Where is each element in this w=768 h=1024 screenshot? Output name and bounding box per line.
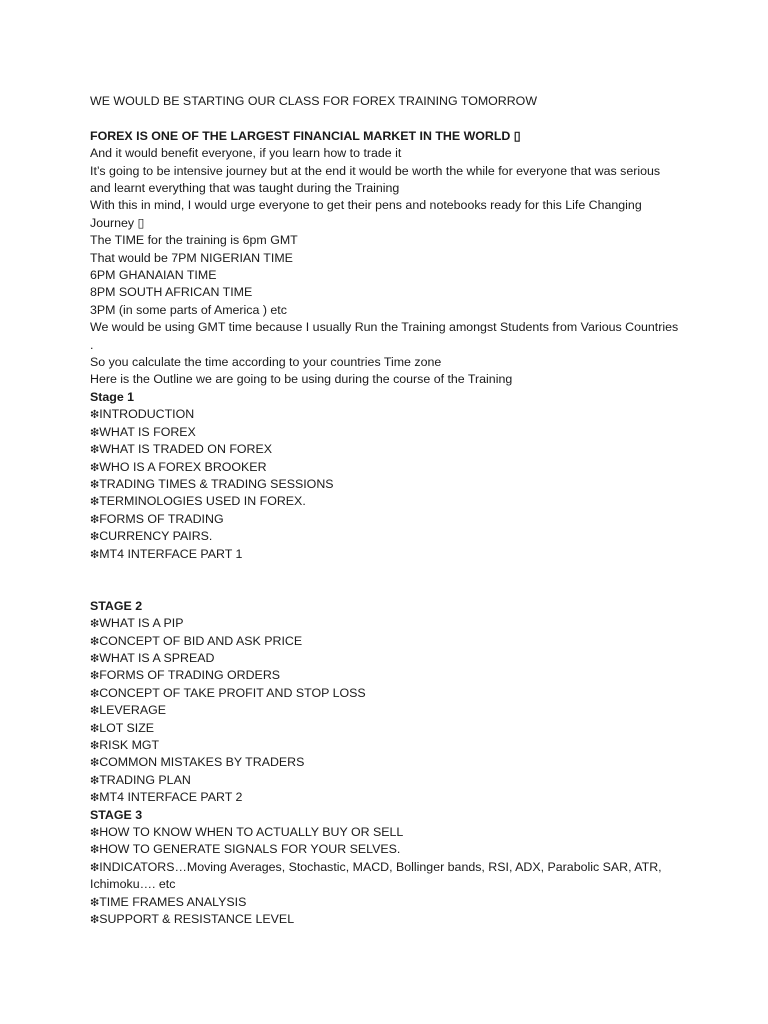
bullet-icon: ❇ [90,739,100,752]
bullet-icon: ❇ [90,477,100,491]
outline-item-text: COMMON MISTAKES BY TRADERS [99,755,305,770]
paragraph: That would be 7PM NIGERIAN TIME [90,250,293,265]
outline-item [90,667,680,684]
outline-item [90,859,680,894]
outline-item-text: INTRODUCTION [99,407,195,422]
outline-item-text: TIME FRAMES ANALYSIS [99,894,247,909]
bullet-icon: ❇ [90,530,100,544]
bullet-icon: ❇ [90,686,100,700]
stage-2-list [90,615,680,806]
paragraph: So you calculate the time according to your countries Time zone [90,355,442,370]
stage-1-title: Stage 1 [90,389,135,404]
bullet-icon: ❇ [90,721,100,735]
outline-item [90,546,680,563]
paragraph: Here is the Outline we are going to be using during the course of the Training [90,372,513,387]
bullet-icon: ❇ [90,756,100,770]
paragraph: 6PM GHANAIAN TIME [90,268,217,283]
outline-item-text: LOT SIZE [99,720,155,735]
bullet-icon: ❇ [90,617,100,631]
bullet-icon: ❇ [90,913,100,927]
outline-item [90,633,680,650]
stage-2-title: STAGE 2 [90,598,143,613]
outline-item-text: CONCEPT OF TAKE PROFIT AND STOP LOSS [99,685,366,700]
paragraph: 3PM (in some parts of America ) etc [90,302,287,317]
bullet-icon: ❇ [90,843,100,857]
spacer [90,110,680,127]
outline-item [90,493,680,510]
outline-item-text: LEVERAGE [99,703,167,718]
outline-item-text: TRADING TIMES & TRADING SESSIONS [99,476,334,491]
stage-1-list [90,406,680,563]
outline-item [90,737,680,754]
paragraph: 8PM SOUTH AFRICAN TIME [90,285,253,300]
outline-item-text: HOW TO KNOW WHEN TO ACTUALLY BUY OR SELL [99,825,404,840]
bullet-icon: ❇ [90,408,100,422]
outline-item-text: TRADING PLAN [99,772,191,787]
outline-item-text: FORMS OF TRADING [99,511,224,526]
outline-item-text: TERMINOLOGIES USED IN FOREX. [99,494,306,509]
outline-item [90,841,680,858]
bullet-icon: ❇ [90,826,100,840]
outline-item [90,424,680,441]
bullet-icon: ❇ [90,443,100,457]
outline-item [90,702,680,719]
outline-item [90,824,680,841]
outline-item [90,511,680,528]
document-heading: WE WOULD BE STARTING OUR CLASS FOR FOREX TRAINING TOMORROW [90,94,538,108]
outline-item [90,911,680,928]
outline-item-text: MT4 INTERFACE PART 1 [99,546,243,561]
outline-item [90,441,680,458]
stage-3-title: STAGE 3 [90,807,143,822]
outline-item-text: CURRENCY PAIRS. [99,529,213,544]
outline-item [90,476,680,493]
bullet-icon: ❇ [90,425,100,439]
spacer [90,563,680,598]
outline-item-text: WHAT IS A SPREAD [99,650,215,665]
outline-item-text: SUPPORT & RESISTANCE LEVEL [99,912,295,927]
outline-item [90,650,680,667]
outline-item [90,615,680,632]
intro-bold-line: FOREX IS ONE OF THE LARGEST FINANCIAL MARKET IN THE WORLD ▯ [90,128,521,143]
outline-item-text: INDICATORS…Moving Averages, Stochastic, MACD, Bollinger bands, RSI, ADX, Parabolic SAR, ATR, Ichimoku…. etc [90,859,662,892]
outline-item [90,789,680,806]
outline-item-text: WHO IS A FOREX BROOKER [99,459,267,474]
outline-item [90,720,680,737]
bullet-icon: ❇ [90,860,100,874]
stage-3-list [90,824,680,928]
outline-item-text: WHAT IS FOREX [99,424,196,439]
outline-item-text: FORMS OF TRADING ORDERS [99,668,281,683]
outline-item-text: CONCEPT OF BID AND ASK PRICE [99,633,303,648]
outline-item-text: HOW TO GENERATE SIGNALS FOR YOUR SELVES. [99,842,401,857]
paragraph: The TIME for the training is 6pm GMT [90,233,298,248]
bullet-icon: ❇ [90,773,100,787]
bullet-icon: ❇ [90,634,100,648]
bullet-icon: ❇ [90,495,100,509]
outline-item-text: RISK MGT [99,738,160,752]
outline-item [90,685,680,702]
outline-item [90,406,680,423]
paragraph: We would be using GMT time because I usually Run the Training amongst Students from Various Countries . [90,320,679,352]
bullet-icon: ❇ [90,651,100,665]
outline-item [90,894,680,911]
outline-item-text: WHAT IS A PIP [99,616,184,631]
outline-item [90,459,680,476]
outline-item-text: MT4 INTERFACE PART 2 [99,790,243,805]
bullet-icon: ❇ [90,791,100,805]
bullet-icon: ❇ [90,512,100,526]
outline-item-text: WHAT IS TRADED ON FOREX [99,442,273,457]
paragraph: And it would benefit everyone, if you learn how to trade it [90,146,402,161]
bullet-icon: ❇ [90,895,100,909]
document-body [90,93,680,928]
outline-item [90,528,680,545]
bullet-icon: ❇ [90,669,100,683]
outline-item [90,772,680,789]
outline-item [90,754,680,771]
bullet-icon: ❇ [90,547,100,561]
paragraph: It’s going to be intensive journey but at the end it would be worth the while for everyone that was serious and learnt everything that was taught during the Training [90,163,661,196]
bullet-icon: ❇ [90,704,100,718]
paragraph: With this in mind, I would urge everyone to get their pens and notebooks ready for this Life Changing Journey ▯ [90,198,642,230]
bullet-icon: ❇ [90,460,100,474]
